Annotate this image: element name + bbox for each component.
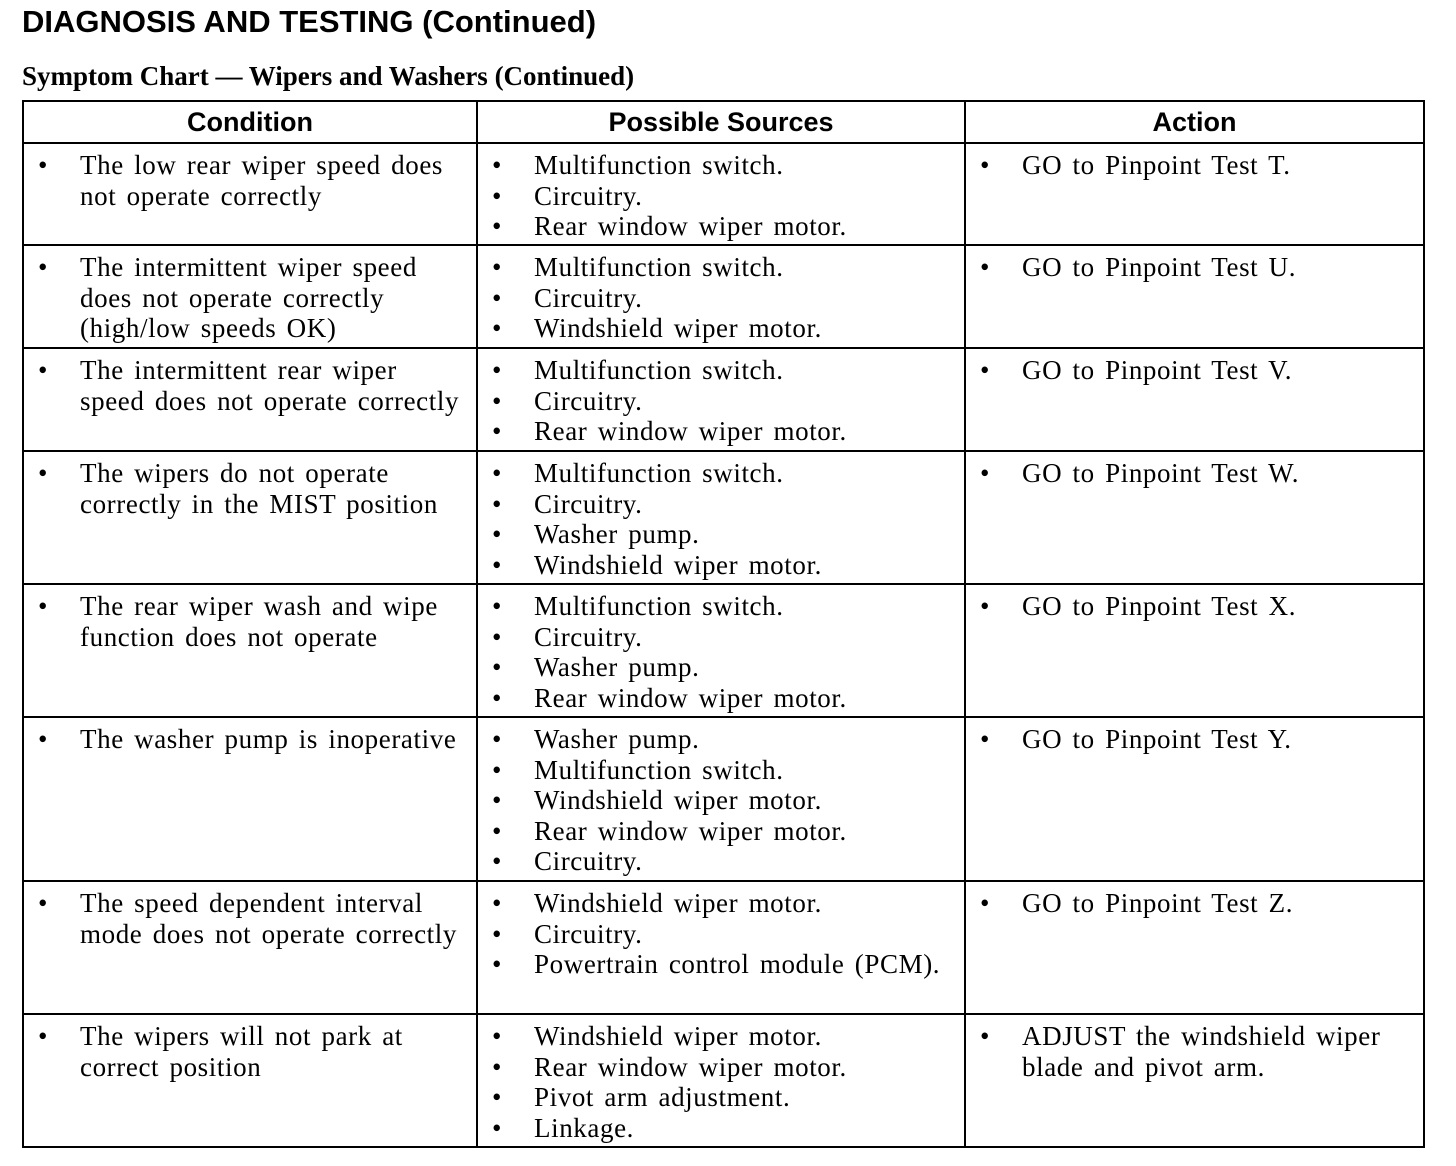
bullet-item: • Linkage. xyxy=(478,1113,956,1144)
bullet-list xyxy=(24,591,468,652)
action-cell xyxy=(965,245,1424,348)
bullet-list xyxy=(478,252,956,344)
action-cell xyxy=(965,881,1424,1014)
bullet-item: • Washer pump. xyxy=(478,724,956,755)
action-cell xyxy=(965,584,1424,717)
bullet-list xyxy=(24,355,468,416)
bullet-item: • Multifunction switch. xyxy=(478,458,956,489)
action-cell xyxy=(965,348,1424,451)
table-row xyxy=(23,584,1424,717)
sources-cell xyxy=(477,348,965,451)
bullet-item: • GO to Pinpoint Test X. xyxy=(966,591,1415,622)
bullet-list xyxy=(478,591,956,713)
bullet-item: • GO to Pinpoint Test U. xyxy=(966,252,1415,283)
bullet-item: • Windshield wiper motor. xyxy=(478,550,956,581)
bullet-list xyxy=(478,355,956,447)
bullet-item: • GO to Pinpoint Test Y. xyxy=(966,724,1415,755)
bullet-item: • Windshield wiper motor. xyxy=(478,785,956,816)
bullet-item: • Circuitry. xyxy=(478,181,956,212)
bullet-list xyxy=(478,1021,956,1143)
bullet-item: • The low rear wiper speed does not operate correctly xyxy=(24,150,468,211)
condition-cell xyxy=(23,245,477,348)
header-condition: Condition xyxy=(23,101,477,143)
bullet-list xyxy=(478,458,956,580)
bullet-list xyxy=(966,888,1415,919)
bullet-item: • Multifunction switch. xyxy=(478,355,956,386)
bullet-list xyxy=(24,252,468,344)
table-body xyxy=(23,143,1424,1147)
page-heading: DIAGNOSIS AND TESTING (Continued) xyxy=(22,4,597,39)
bullet-item: • Rear window wiper motor. xyxy=(478,683,956,714)
bullet-item: • Multifunction switch. xyxy=(478,591,956,622)
condition-cell xyxy=(23,451,477,584)
condition-cell xyxy=(23,881,477,1014)
condition-cell xyxy=(23,717,477,881)
bullet-item: • GO to Pinpoint Test T. xyxy=(966,150,1415,181)
condition-cell xyxy=(23,348,477,451)
symptom-table xyxy=(22,100,1425,1148)
bullet-item: • Washer pump. xyxy=(478,652,956,683)
condition-cell xyxy=(23,143,477,245)
sources-cell xyxy=(477,245,965,348)
table-row xyxy=(23,451,1424,584)
bullet-list xyxy=(478,888,956,980)
bullet-list xyxy=(478,150,956,242)
bullet-item: • Rear window wiper motor. xyxy=(478,211,956,242)
bullet-item: • The intermittent rear wiper speed does not operate correctly xyxy=(24,355,468,416)
table-header xyxy=(23,101,1424,143)
action-cell xyxy=(965,143,1424,245)
bullet-list xyxy=(966,355,1415,386)
header-row xyxy=(23,101,1424,143)
bullet-item: • Windshield wiper motor. xyxy=(478,313,956,344)
bullet-item: • The intermittent wiper speed does not operate correctly (high/low speeds OK) xyxy=(24,252,468,344)
table-row xyxy=(23,1014,1424,1147)
bullet-list xyxy=(24,150,468,211)
bullet-item: • Rear window wiper motor. xyxy=(478,416,956,447)
bullet-list xyxy=(966,1021,1415,1082)
action-cell xyxy=(965,717,1424,881)
bullet-item: • GO to Pinpoint Test Z. xyxy=(966,888,1415,919)
sources-cell xyxy=(477,881,965,1014)
bullet-item: • The wipers will not park at correct position xyxy=(24,1021,468,1082)
bullet-list xyxy=(24,1021,468,1082)
bullet-item: • Circuitry. xyxy=(478,386,956,417)
bullet-item: • Washer pump. xyxy=(478,519,956,550)
bullet-list xyxy=(966,591,1415,622)
sources-cell xyxy=(477,584,965,717)
chart-title: Symptom Chart — Wipers and Washers (Continued) xyxy=(22,61,635,91)
bullet-item: • Circuitry. xyxy=(478,283,956,314)
bullet-item: • Circuitry. xyxy=(478,622,956,653)
condition-cell xyxy=(23,1014,477,1147)
table-row xyxy=(23,717,1424,881)
sources-cell xyxy=(477,1014,965,1147)
table-row xyxy=(23,881,1424,1014)
bullet-item: • The speed dependent interval mode does not operate correctly xyxy=(24,888,468,949)
bullet-list xyxy=(966,252,1415,283)
bullet-item: • Pivot arm adjustment. xyxy=(478,1082,956,1113)
bullet-item: • Multifunction switch. xyxy=(478,755,956,786)
bullet-item: • Rear window wiper motor. xyxy=(478,1052,956,1083)
bullet-item: • Powertrain control module (PCM). xyxy=(478,949,956,980)
bullet-item: • The wipers do not operate correctly in the MIST position xyxy=(24,458,468,519)
bullet-item: • The rear wiper wash and wipe function does not operate xyxy=(24,591,468,652)
bullet-item: • GO to Pinpoint Test V. xyxy=(966,355,1415,386)
sources-cell xyxy=(477,143,965,245)
bullet-list xyxy=(24,888,468,949)
bullet-item: • ADJUST the windshield wiper blade and pivot arm. xyxy=(966,1021,1415,1082)
sources-cell xyxy=(477,717,965,881)
sources-cell xyxy=(477,451,965,584)
bullet-item: • Windshield wiper motor. xyxy=(478,1021,956,1052)
table-row xyxy=(23,245,1424,348)
bullet-item: • The washer pump is inoperative xyxy=(24,724,468,755)
bullet-list xyxy=(24,458,468,519)
header-possible-sources: Possible Sources xyxy=(477,101,965,143)
bullet-item: • Circuitry. xyxy=(478,919,956,950)
bullet-list xyxy=(24,724,468,755)
table-row xyxy=(23,143,1424,245)
action-cell xyxy=(965,1014,1424,1147)
bullet-item: • Multifunction switch. xyxy=(478,252,956,283)
bullet-list xyxy=(966,458,1415,489)
bullet-list xyxy=(966,150,1415,181)
bullet-item: • Windshield wiper motor. xyxy=(478,888,956,919)
bullet-list xyxy=(966,724,1415,755)
bullet-item: • Rear window wiper motor. xyxy=(478,816,956,847)
bullet-item: • Circuitry. xyxy=(478,846,956,877)
action-cell xyxy=(965,451,1424,584)
header-action: Action xyxy=(965,101,1424,143)
bullet-list xyxy=(478,724,956,877)
bullet-item: • GO to Pinpoint Test W. xyxy=(966,458,1415,489)
table-row xyxy=(23,348,1424,451)
bullet-item: • Multifunction switch. xyxy=(478,150,956,181)
bullet-item: • Circuitry. xyxy=(478,489,956,520)
condition-cell xyxy=(23,584,477,717)
